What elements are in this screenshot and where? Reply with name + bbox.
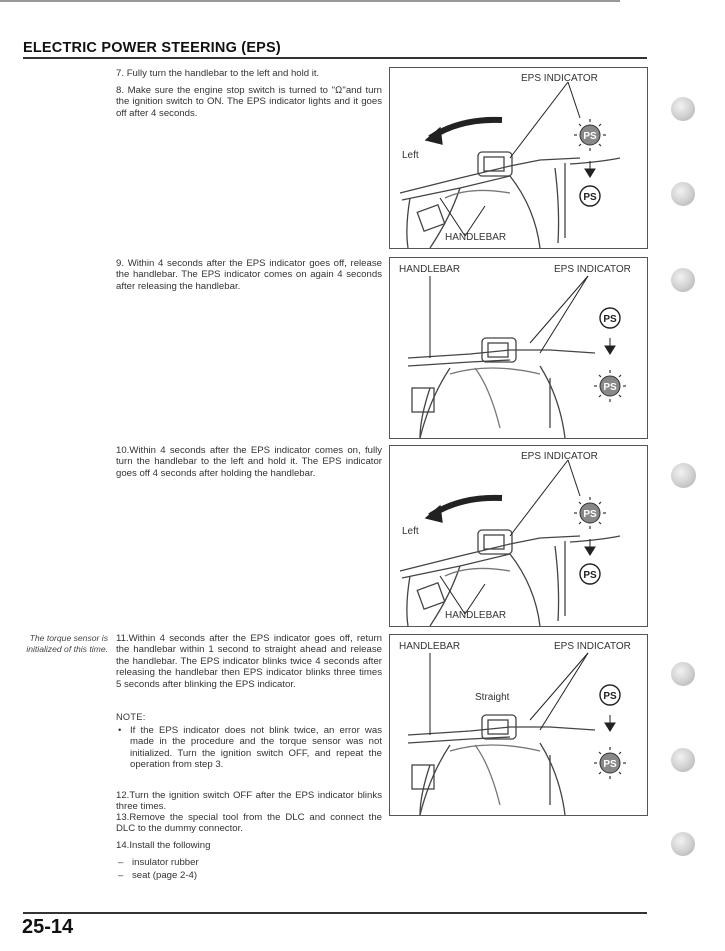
- figure-4: [389, 634, 648, 816]
- install-item: – insulator rubber: [118, 857, 199, 868]
- eps-indicator-label: EPS INDICATOR: [554, 641, 631, 652]
- step-11: 11.Within 4 seconds after the EPS indicator goes off, return the handlebar within 1 second to straight ahead and release the handlebar. The EPS indicator blinks twice 4 seconds after releasing the handlebar then EPS indicator blinks three times 5 seconds after blinking the EPS indicator.: [116, 633, 382, 690]
- step-9: 9. Within 4 seconds after the EPS indicator goes off, release the handlebar. The EPS indicator comes on again 4 seconds after releasing the handlebar.: [116, 258, 382, 292]
- side-note: The torque sensor is initialized of this time.: [26, 633, 108, 654]
- svg-text:PS: PS: [603, 691, 617, 702]
- binder-hole: [671, 268, 695, 292]
- binder-hole: [671, 182, 695, 206]
- bullet-dot-icon: •: [118, 725, 122, 736]
- svg-text:PS: PS: [603, 382, 617, 393]
- direction-label: Left: [402, 526, 419, 537]
- svg-text:PS: PS: [583, 570, 597, 581]
- binder-hole: [671, 748, 695, 772]
- note-bullet: • If the EPS indicator does not blink twice, an error was made in the procedure and the torque sensor was not initialized. Turn the ignition switch OFF, and repeat the operation from step 3.: [118, 725, 382, 771]
- figure-4-illustration: [390, 635, 647, 815]
- eps-indicator-label: EPS INDICATOR: [521, 73, 598, 84]
- step-14: 14.Install the following: [116, 840, 211, 851]
- binder-hole: [671, 97, 695, 121]
- section-title: ELECTRIC POWER STEERING (EPS): [23, 40, 281, 56]
- step-7: 7. Fully turn the handlebar to the left and hold it.: [116, 68, 320, 79]
- ps-indicator-on-icon: [600, 685, 620, 705]
- eps-indicator-label: EPS INDICATOR: [521, 451, 598, 462]
- svg-text:PS: PS: [583, 192, 597, 203]
- ps-indicator-off-icon: [580, 564, 600, 584]
- note-label: NOTE:: [116, 712, 146, 722]
- svg-text:PS: PS: [603, 759, 617, 770]
- arrow-down-icon: [585, 539, 595, 555]
- ps-indicator-off-icon: [580, 186, 600, 206]
- ps-indicator-blinking-icon: [594, 370, 626, 402]
- handlebar-label: HANDLEBAR: [399, 264, 461, 275]
- figure-2: [389, 257, 648, 439]
- page-number: 25-14: [22, 916, 74, 938]
- figure-2-illustration: [390, 258, 647, 438]
- step-12: 12.Turn the ignition switch OFF after the EPS indicator blinks three times.: [116, 790, 382, 813]
- svg-text:PS: PS: [583, 509, 597, 520]
- figure-3: [389, 445, 648, 627]
- figure-1-illustration: [390, 68, 647, 248]
- ps-indicator-blinking-icon: [594, 747, 626, 779]
- figure-1: [389, 67, 648, 249]
- handlebar-label: HANDLEBAR: [399, 641, 461, 652]
- figure-3-illustration: [390, 446, 647, 626]
- binder-hole: [671, 662, 695, 686]
- direction-label: Straight: [475, 692, 510, 703]
- direction-label: Left: [402, 150, 419, 161]
- ps-indicator-on-icon: [600, 308, 620, 328]
- top-rule: [0, 0, 620, 2]
- step-13: 13.Remove the special tool from the DLC and connect the DLC to the dummy connector.: [116, 812, 382, 835]
- binder-hole: [671, 463, 696, 488]
- svg-text:PS: PS: [603, 314, 617, 325]
- step-10: 10.Within 4 seconds after the EPS indicator comes on, fully turn the handlebar to the left and hold it. The EPS indicator goes off 4 seconds after holding the handlebar.: [116, 445, 382, 479]
- ps-indicator-blinking-icon: [574, 497, 606, 529]
- handlebar-label: HANDLEBAR: [445, 610, 507, 621]
- footer-rule: [23, 912, 647, 914]
- arrow-down-icon: [605, 338, 615, 354]
- handlebar-label: HANDLEBAR: [445, 232, 507, 243]
- install-item: – seat (page 2-4): [118, 870, 198, 881]
- arrow-down-icon: [585, 161, 595, 177]
- svg-text:PS: PS: [583, 131, 597, 142]
- step-8: 8. Make sure the engine stop switch is turned to "Ω"and turn the ignition switch to ON. The EPS indicator lights and it goes off after 4 seconds.: [116, 85, 383, 119]
- arrow-down-icon: [605, 715, 615, 731]
- eps-indicator-label: EPS INDICATOR: [554, 264, 631, 275]
- header-rule: [23, 57, 647, 59]
- binder-hole: [671, 832, 695, 856]
- ps-indicator-blinking-icon: [574, 119, 606, 151]
